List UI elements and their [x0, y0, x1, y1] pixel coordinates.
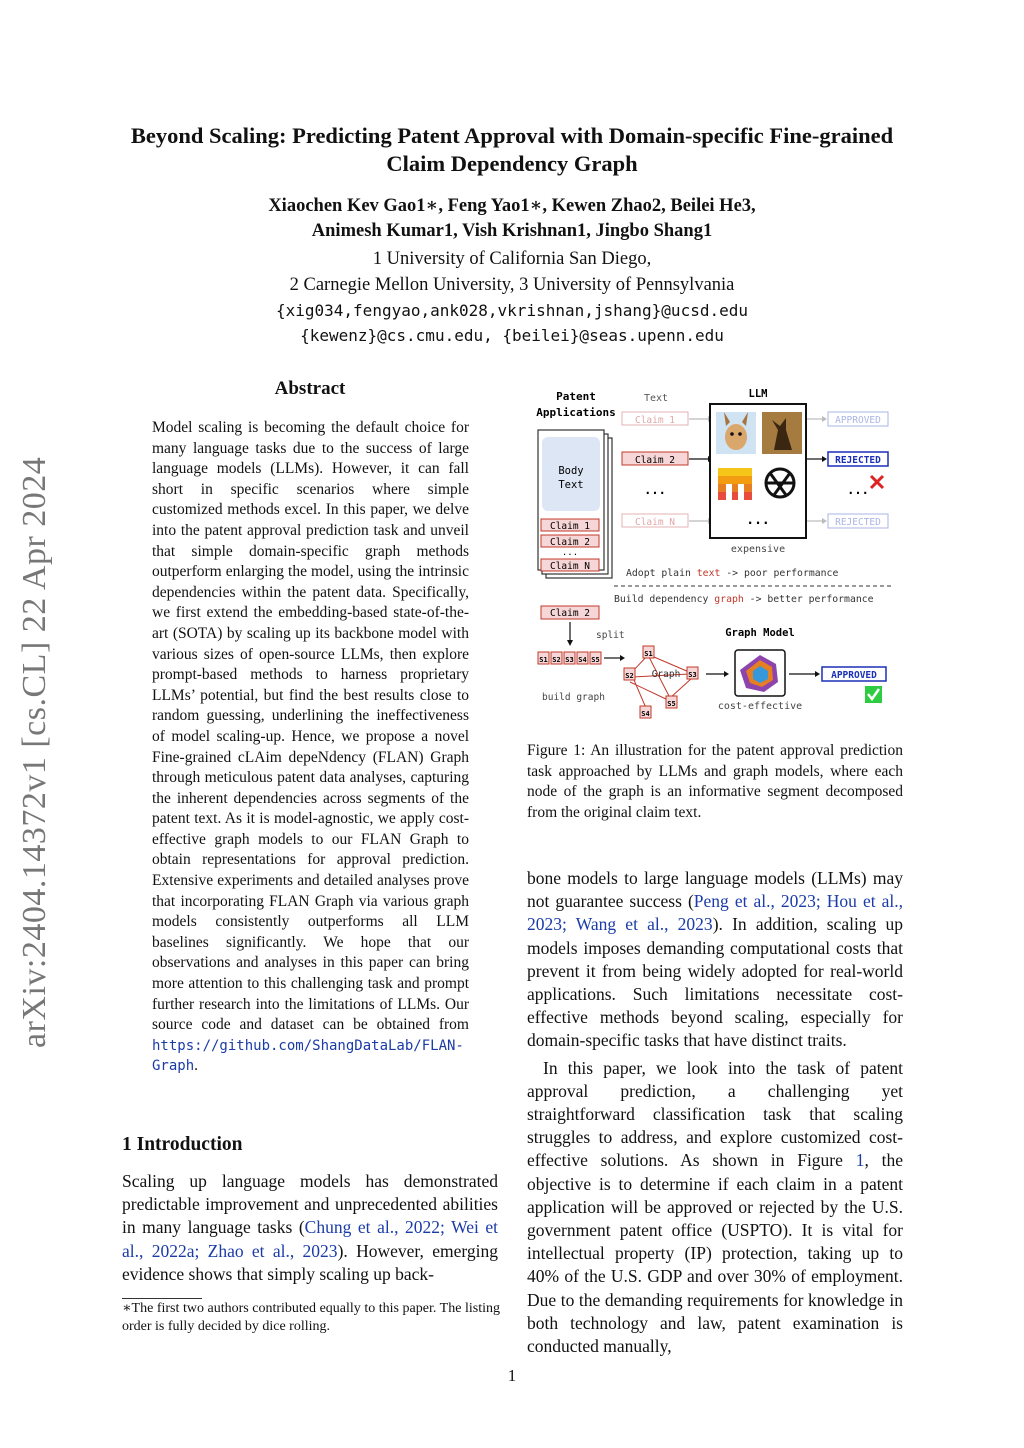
intro-text-1b: ). However, emerging evidence shows that simply scaling up back- — [122, 1240, 498, 1284]
segment-row — [538, 652, 601, 664]
emails — [120, 298, 904, 348]
patent-label-1: Patent — [556, 390, 596, 403]
split-label: split — [596, 630, 625, 641]
author-line-1: Xiaochen Kev Gao1∗, Feng Yao1∗, Kewen Zhao2, Beilei He3, — [268, 196, 756, 216]
build-graph-text-line — [614, 594, 874, 605]
abstract-text: Model scaling is becoming the default choice for many language tasks due to the success of large language models (LLMs). However, it can fall short in specific scenarios where simple customized methods excel. In this paper, we delve into the patent approval prediction task and unveil that simple domain-specific graph methods outperform enlarging the model, using the intrinsic dependencies within the patent data. Specifically, we first extend the embedding-based state-of-the-art (SOTA) by scaling up its backbone model with various sizes of open-source LLMs, then explore prompt-based methods to harness proprietary LLMs’ potential, but find the best results close to random guessing, underlining the ineffectiveness of model scaling-up. Hence, we propose a novel Fine-grained cLAim depeNdency (FLAN) Graph through meticulous patent data analyses, capturing the inherent dependencies across segments of the patent text. As it is model-agnostic, we apply cost-effective graph models to our FLAN Graph to obtain representations for approval prediction. Extensive experiments and detailed analyses prove that incorporating FLAN Graph via various graph models consistently outperforms all LLM baselines significantly. We hope that our observations and analyses in this paper can bring more attention to this challenging task and prompt further research into the limitations of LLMs. Our source code and dataset can be obtained from — [152, 419, 469, 1034]
graph-node-s5-label: S5 — [667, 700, 676, 708]
affiliations — [120, 246, 904, 298]
intro-text-3b: , the objective is to determine if each claim in a patent application will be approved or rejected by the U.S. government patent office (USPTO). It is vital for intellectual property (IP) protection, taking up to 40% of the U.S. GDP and over 30% of employment. Due to the demanding requirements for knowledge in both technology and law, patent examination is conducted manually, — [527, 1150, 903, 1357]
abstract-heading: Abstract — [274, 378, 346, 399]
segment-s5: S5 — [591, 656, 600, 664]
intro-paragraph-3 — [527, 1057, 903, 1359]
figure-1-caption: Figure 1: An illustration for the patent approval prediction task approached by LLMs and graph models, where each node of the graph is an informative segment decomposed from the original claim text. — [527, 742, 903, 821]
cross-icon — [871, 476, 883, 488]
cost-effective-label: cost-effective — [717, 701, 803, 712]
doc-claim-n-label: Claim N — [549, 561, 591, 572]
repo-link[interactable]: https://github.com/ShangDataLab/FLAN-Graph — [152, 1037, 464, 1075]
output-rejected-faded-label: REJECTED — [835, 517, 881, 528]
footnote-rule — [122, 1298, 202, 1299]
segment-s1: S1 — [539, 656, 548, 664]
segment-s2: S2 — [552, 656, 561, 664]
arxiv-stamp: arXiv:2404.14372v1 [cs.CL] 22 Apr 2024 — [16, 456, 53, 1048]
graph-center-label: Graph — [651, 669, 681, 680]
text-claim-2-label: Claim 2 — [634, 455, 676, 466]
citation-link-2[interactable]: Peng et al., 2023; Hou et al., 2023; Wang et al., 2023 — [527, 891, 903, 935]
graph-node-s2-label: S2 — [625, 672, 634, 680]
author-line-2: Animesh Kumar1, Vish Krishnan1, Jingbo Shang1 — [311, 221, 713, 241]
output-dots: ... — [847, 483, 869, 497]
graph-node-s4-label: S4 — [641, 710, 650, 718]
affiliation-line-1: 1 University of California San Diego, — [372, 249, 652, 269]
abstract-body — [152, 418, 469, 1077]
build-part-1: Build dependency — [614, 594, 715, 605]
footnote: ∗The first two authors contributed equally to this paper. The listing order is fully decided by dice rolling. — [122, 1301, 500, 1334]
output-rejected-label: REJECTED — [835, 455, 881, 466]
llama-icon — [716, 412, 756, 454]
graph-node-s2 — [624, 668, 635, 680]
dependency-graph — [630, 654, 692, 708]
right-column-text — [527, 867, 903, 1358]
expensive-label: expensive — [730, 544, 786, 555]
segment-s4: S4 — [578, 656, 587, 664]
section-heading-introduction: 1 Introduction — [122, 1134, 243, 1155]
intro-text-2: bone models to large language models (LLMs) may not guarantee success ( — [527, 868, 903, 912]
text-dots: ... — [644, 483, 666, 497]
doc-claim-1-label: Claim 1 — [549, 521, 591, 532]
intro-paragraph-1 — [122, 1170, 498, 1286]
doc-dots: ... — [561, 548, 579, 558]
email-line-1: {xig034,fengyao,ank028,vkrishnan,jshang}@ucsd.edu — [275, 301, 748, 320]
citation-link-1[interactable]: Chung et al., 2022; Wei et al., 2022a; Zhao et al., 2023 — [122, 1217, 498, 1261]
build-part-3: -> better performance — [743, 594, 874, 605]
llm-dots: ... — [746, 513, 770, 528]
build-part-2: graph — [714, 594, 744, 605]
figure-ref-link[interactable]: 1 — [855, 1150, 865, 1171]
graph-claim-2-label: Claim 2 — [549, 608, 591, 619]
intro-text-2b: ). In addition, scaling up models imposes demanding computational costs that prevent it from being widely adopted for real-world applications. Such limitations necessitate cost-effective methods beyond scaling, especially for domain-specific tasks that have distinct traits. — [527, 914, 903, 1051]
text-label: Text — [643, 393, 669, 404]
graph-node-s3-label: S3 — [688, 671, 697, 679]
body-label-1: Body — [558, 465, 584, 477]
intro-paragraph-2 — [527, 867, 903, 1053]
abstract-end: . — [194, 1057, 199, 1075]
doc-claim-2-label: Claim 2 — [549, 537, 591, 548]
llm-label: LLM — [748, 388, 768, 400]
graph-node-s5 — [666, 696, 677, 708]
figure-1-diagram — [524, 382, 904, 727]
text-claim-1-label: Claim 1 — [634, 415, 676, 426]
author-list — [120, 194, 904, 244]
intro-text-3: In this paper, we look into the task of patent approval prediction, a challenging yet straightforward classification task that scaling struggles to address, and explore customized cost-effective solutions. As shown in Figure — [527, 1057, 903, 1171]
graph-node-s3 — [687, 667, 698, 679]
adopt-part-1: Adopt plain — [626, 568, 697, 579]
graph-node-s4 — [640, 706, 651, 718]
graph-model-label: Graph Model — [725, 627, 795, 639]
patent-label-2: Applications — [536, 406, 616, 419]
adopt-plain-text-line — [626, 568, 838, 579]
affiliation-line-2: 2 Carnegie Mellon University, 3 University of Pennsylvania — [289, 275, 735, 295]
email-line-2: {kewenz}@cs.cmu.edu, {beilei}@seas.upenn.edu — [300, 326, 724, 345]
intro-text-1: Scaling up language models has demonstrated predictable improvement and unprecedented abilities in many language tasks ( — [122, 1171, 498, 1238]
adopt-part-2: text — [696, 568, 721, 579]
output-approved-label: APPROVED — [831, 670, 877, 681]
check-icon — [865, 686, 882, 703]
graph-node-s1 — [643, 646, 654, 658]
paper-title: Beyond Scaling: Predicting Patent Approval with Domain-specific Fine-grained Claim Dependency Graph — [130, 123, 894, 176]
text-claim-n-label: Claim N — [634, 517, 676, 528]
output-approved-faded-label: APPROVED — [835, 415, 881, 426]
graph-model-icon — [735, 650, 785, 696]
adopt-part-3: -> poor performance — [720, 568, 839, 579]
deer-icon — [762, 412, 802, 454]
figure-1 — [524, 382, 904, 732]
page-number: 1 — [507, 1366, 517, 1385]
build-graph-label: build graph — [542, 692, 605, 703]
graph-node-s1-label: S1 — [644, 650, 653, 658]
mistral-icon — [716, 466, 754, 502]
body-label-2: Text — [558, 479, 584, 491]
segment-s3: S3 — [565, 656, 574, 664]
